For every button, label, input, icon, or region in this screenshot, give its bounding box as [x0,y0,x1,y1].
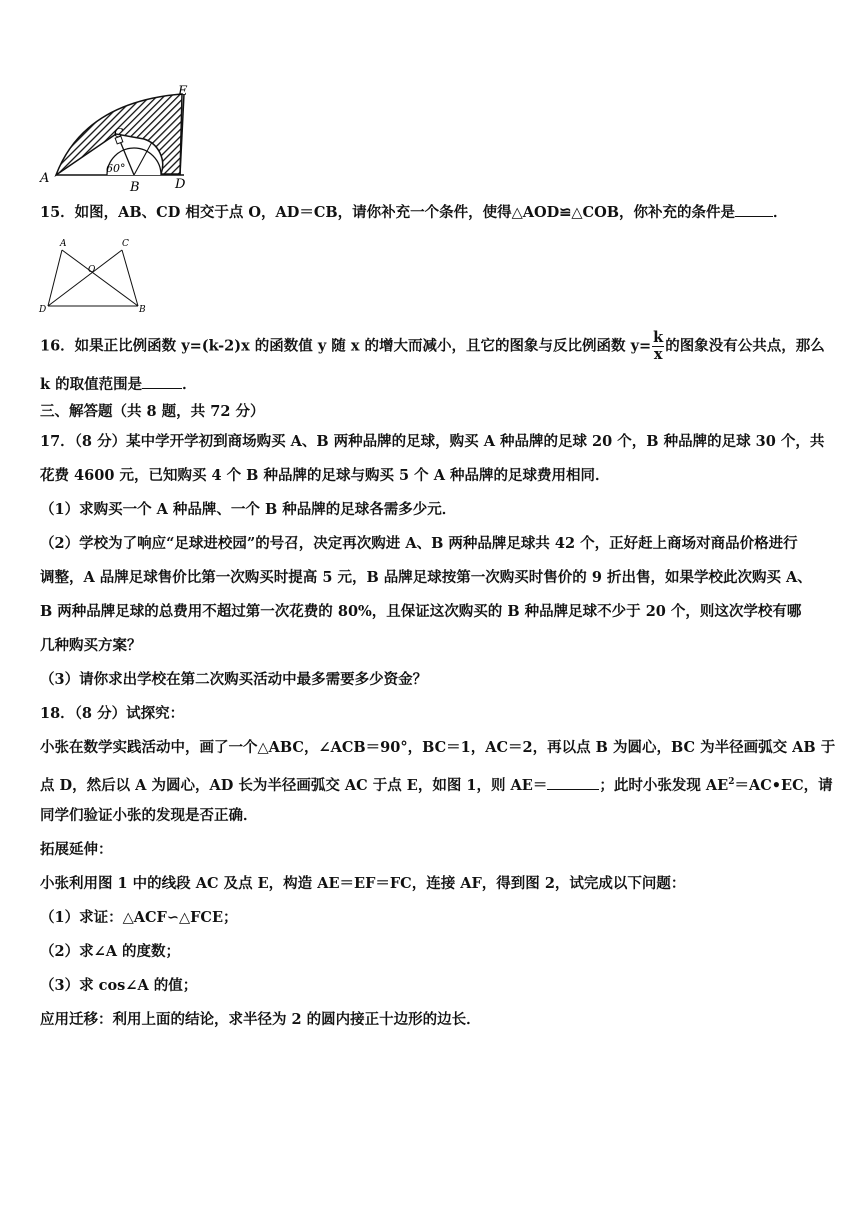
q15-label-O: O [88,265,96,275]
label-D: D [175,177,186,192]
segment-CB [122,250,138,306]
q17-line-4: （2）学校为了响应“足球进校园”的号召，决定再次购进 A、B 两种品牌足球共 42 个，正好赶上商场对商品价格进行 [40,535,798,552]
q18-p2-mid: ；此时小张发现 AE [599,776,729,794]
q18-extension-1: 小张利用图 1 中的线段 AC 及点 E，构造 AE＝EF＝FC，连接 AF，得到图 2，试完成以下问题： [40,875,686,892]
q15-end: ． [772,204,788,221]
sector-figure [34,84,204,194]
q15-answer-blank [735,202,773,217]
q18-extension-2: （1）求证：△ACF∽△FCE； [40,909,238,926]
q17-line-3: （1）求购买一个 A 种品牌、一个 B 种品牌的足球各需多少元． [40,501,457,518]
q17-line-5: 调整，A 品牌足球售价比第一次购买时提高 5 元，B 品牌足球按第一次购买时售价的 9 折出售，如果学校此次购买 A、 [40,569,812,586]
q16-line2-text: k 的取值范围是 [40,376,143,393]
section-3-title: 三、解答题（共 8 题，共 72 分） [40,403,265,420]
q15-label-C: C [122,239,129,249]
q16-text-end: 的图象没有公共点，那么 [665,337,825,355]
label-A: A [40,171,50,186]
q15-question [40,202,787,223]
segment-CD [48,250,122,306]
q18-p3: 同学们验证小张的发现是否正确． [40,807,258,824]
q18-answer-blank [547,775,599,790]
q15-text: 15．如图，AB、CD 相交于点 O，AD＝CB，请你补充一个条件，使得△AOD≌△COB，你补充的条件是 [40,204,735,221]
q17-line-2: 花费 4600 元，已知购买 4 个 B 种品牌的足球与购买 5 个 A 种品牌的足球费用相同． [40,467,610,484]
q15-label-A: A [60,239,67,249]
q18-p2 [40,772,833,796]
q16-answer-blank [142,374,182,389]
label-E: E [178,84,188,99]
q17-line-1: 17．（8 分）某中学开学初到商场购买 A、B 两种品牌的足球，购买 A 种品牌的足球 20 个，B 种品牌的足球 30 个，共 [40,433,825,450]
q16-text-start: 16．如果正比例函数 y=(k-2)x 的函数值 y 随 x 的增大而减小，且它的图象与反比例函数 y= [40,337,652,355]
q18-application: 应用迁移：利用上面的结论，求半径为 2 的圆内接正十边形的边长． [40,1011,481,1028]
label-C: C [114,126,124,140]
q15-label-D: D [39,305,47,315]
q18-extension-3: （2）求∠A 的度数； [40,943,181,960]
q16-line-2 [40,374,197,395]
q18-p1: 小张在数学实践活动中，画了一个△ABC，∠ACB＝90°，BC＝1，AC＝2，再以点 B 为圆心，BC 为半径画弧交 AB 于 [40,739,836,756]
q16-line2-end: ． [182,376,197,393]
q17-line-6: B 两种品牌足球的总费用不超过第一次花费的 80%，且保证这次购买的 B 种品牌足球不少于 20 个，则这次学校有哪 [40,603,802,620]
q15-figure [38,236,148,316]
q17-line-8: （3）请你求出学校在第二次购买活动中最多需要多少资金？ [40,671,428,688]
q18-p2-end: ＝AC•EC，请 [734,776,833,794]
q16-line-1 [40,330,825,363]
q17-line-7: 几种购买方案？ [40,637,142,654]
q18-head: 18．（8 分）试探究： [40,705,185,722]
q18-extension-4: （3）求 cos∠A 的值； [40,977,198,994]
angle-label: 60° [106,162,126,175]
fraction-numerator: k [653,329,664,346]
q18-p2-start: 点 D，然后以 A 为圆心，AD 长为半径画弧交 AC 于点 E，如图 1，则 AE＝ [40,776,548,794]
segment-AB [62,250,138,306]
fraction-k-over-x [652,330,664,363]
label-B: B [130,180,140,194]
q18-extension-title: 拓展延伸： [40,841,113,858]
q15-label-B: B [139,305,146,315]
fraction-denominator: x [653,346,663,363]
q18-superscript: 2 [728,777,735,787]
